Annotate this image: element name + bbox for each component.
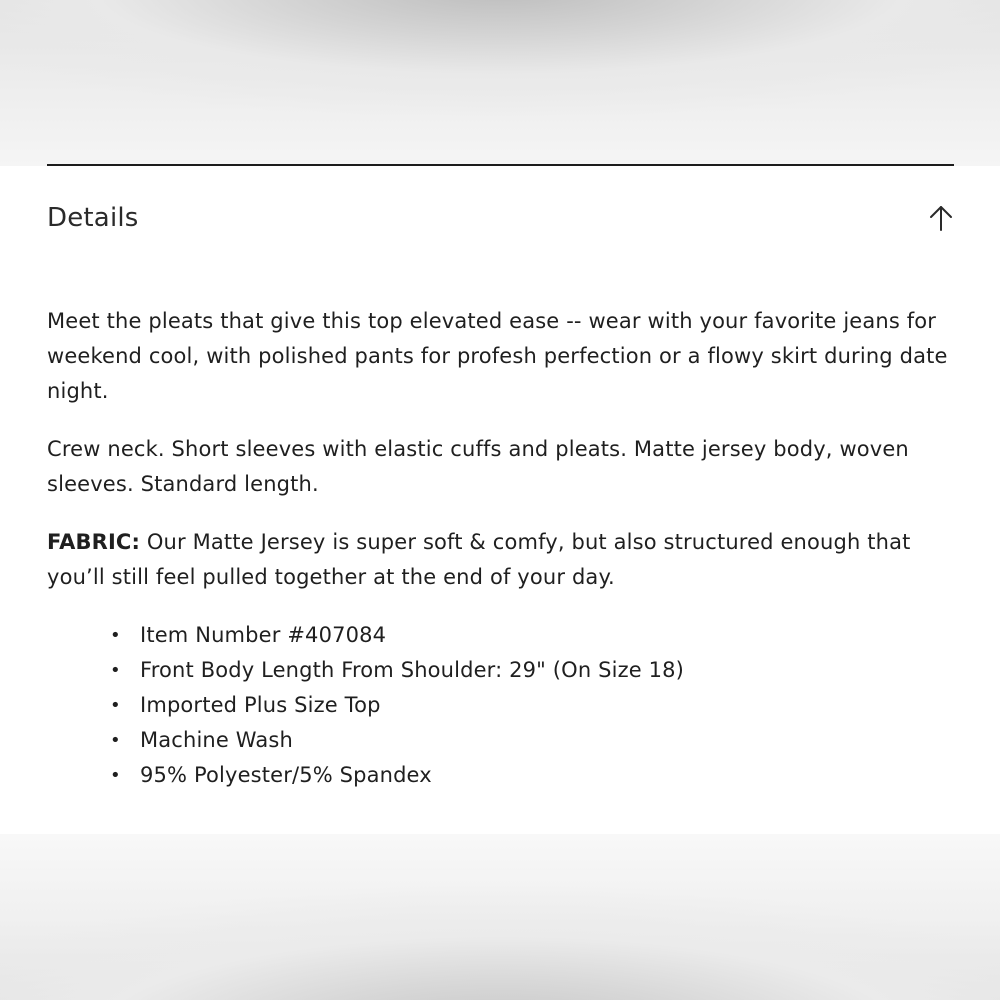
list-item: • Front Body Length From Shoulder: 29" (On Size 18) [140,653,952,688]
collapse-toggle-button[interactable] [922,199,960,237]
product-specs-list [47,618,952,793]
arrow-up-icon [928,204,954,232]
blurred-background-bottom [0,834,1000,1000]
details-heading[interactable]: Details [47,203,139,233]
blurred-background-top [0,0,1000,166]
fabric-label: FABRIC: [47,530,141,554]
list-item: • Machine Wash [140,723,952,758]
list-item: • Item Number #407084 [140,618,952,653]
section-divider [47,164,954,166]
features-paragraph: Crew neck. Short sleeves with elastic cuffs and pleats. Matte jersey body, woven sleeves. Standard length. [47,437,909,496]
list-item: • 95% Polyester/5% Spandex [140,758,952,793]
description-paragraph: Meet the pleats that give this top elevated ease -- wear with your favorite jeans for weekend cool, with polished pants for profesh perfection or a flowy skirt during date night. [47,309,948,403]
list-item: • Imported Plus Size Top [140,688,952,723]
details-content [47,304,952,793]
fabric-text: Our Matte Jersey is super soft & comfy, but also structured enough that you’ll still feel pulled together at the end of your day. [47,530,911,589]
fabric-paragraph [47,525,952,595]
